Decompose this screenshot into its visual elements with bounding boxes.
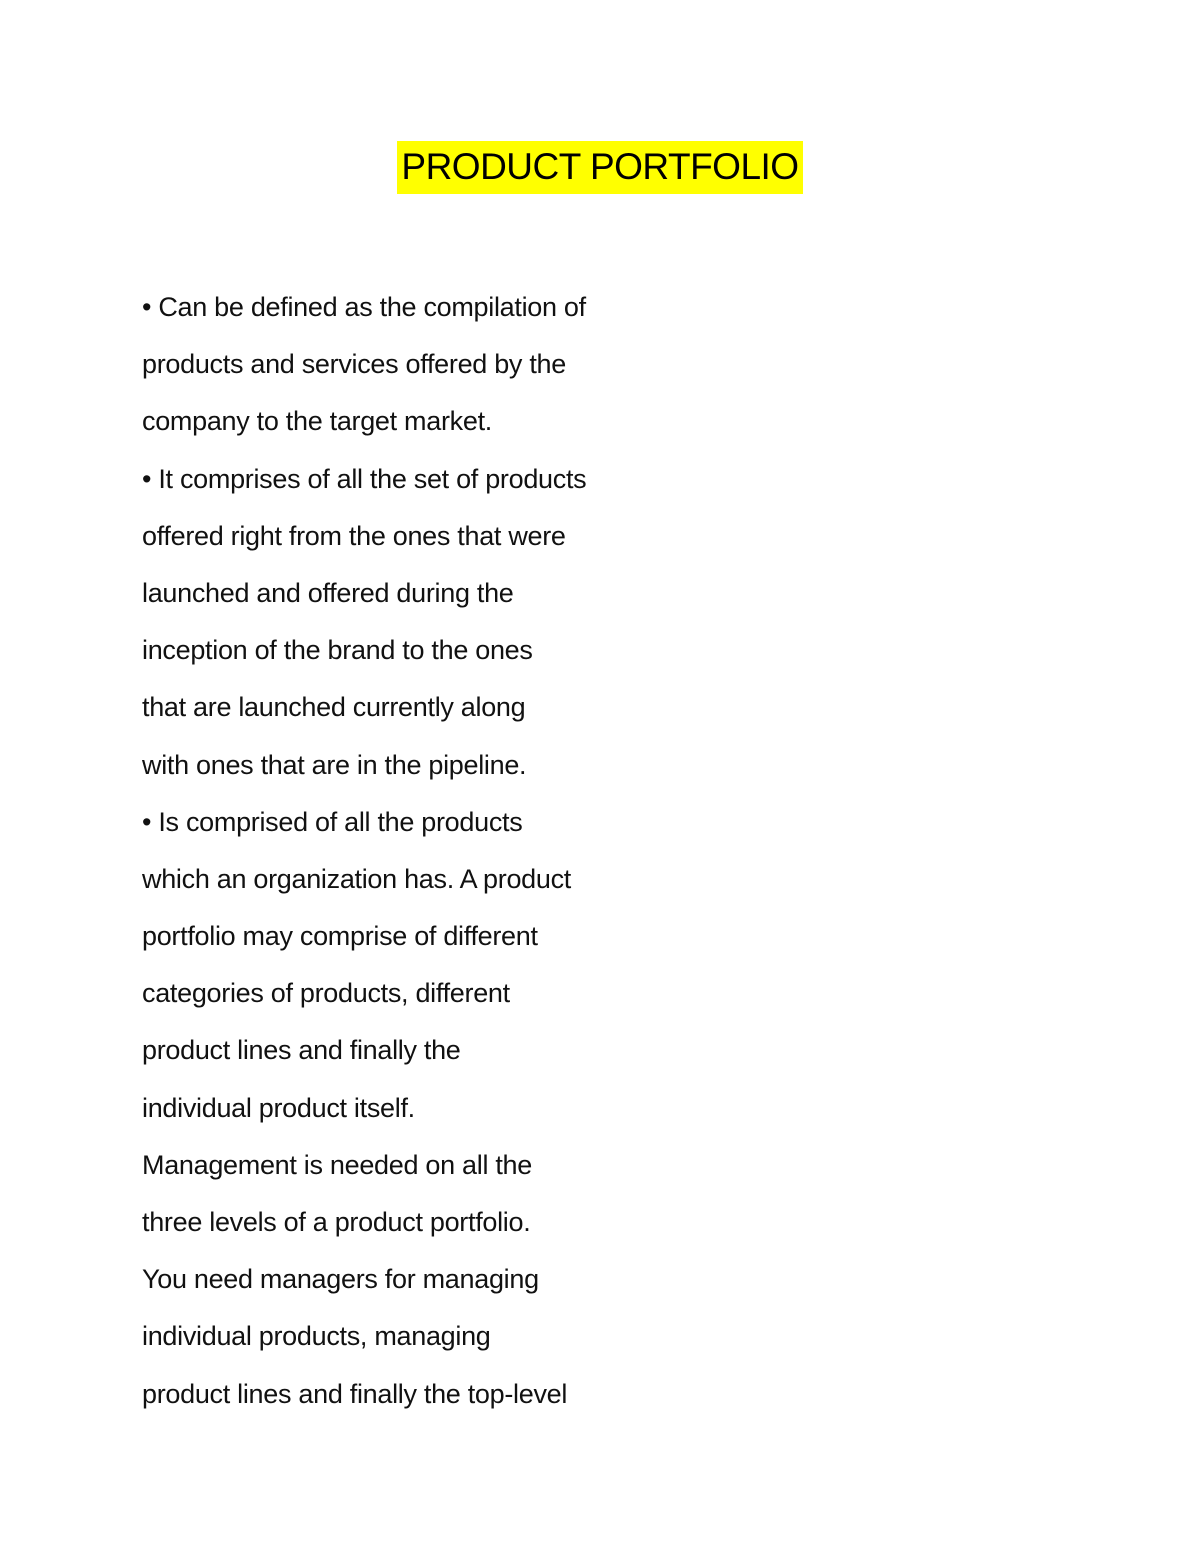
text-line: categories of products, different [142, 978, 510, 1009]
text-line: offered right from the ones that were [142, 520, 566, 551]
text-line: product lines and finally the [142, 1035, 461, 1066]
text-line: inception of the brand to the ones [142, 635, 533, 666]
text-line: products and services offered by the [142, 349, 566, 380]
text-line: • It comprises of all the set of products [142, 463, 587, 494]
text-line: that are launched currently along [142, 692, 526, 723]
page-title: PRODUCT PORTFOLIO [397, 141, 802, 194]
text-line: • Is comprised of all the products [142, 806, 523, 837]
title-container [0, 141, 1200, 194]
text-line: You need managers for managing [142, 1264, 539, 1295]
text-line: portfolio may comprise of different [142, 921, 538, 952]
text-line: company to the target market. [142, 406, 492, 437]
body-text [142, 285, 1042, 1429]
text-line: product lines and finally the top-level [142, 1378, 568, 1409]
text-line: with ones that are in the pipeline. [142, 749, 527, 780]
text-line: • Can be defined as the compilation of [142, 292, 586, 322]
text-line: Management is needed on all the [142, 1149, 532, 1180]
text-line: individual products, managing [142, 1321, 491, 1352]
text-line: launched and offered during the [142, 577, 514, 608]
text-line: which an organization has. A product [142, 863, 571, 894]
text-line: individual product itself. [142, 1092, 415, 1123]
text-line: three levels of a product portfolio. [142, 1207, 531, 1237]
